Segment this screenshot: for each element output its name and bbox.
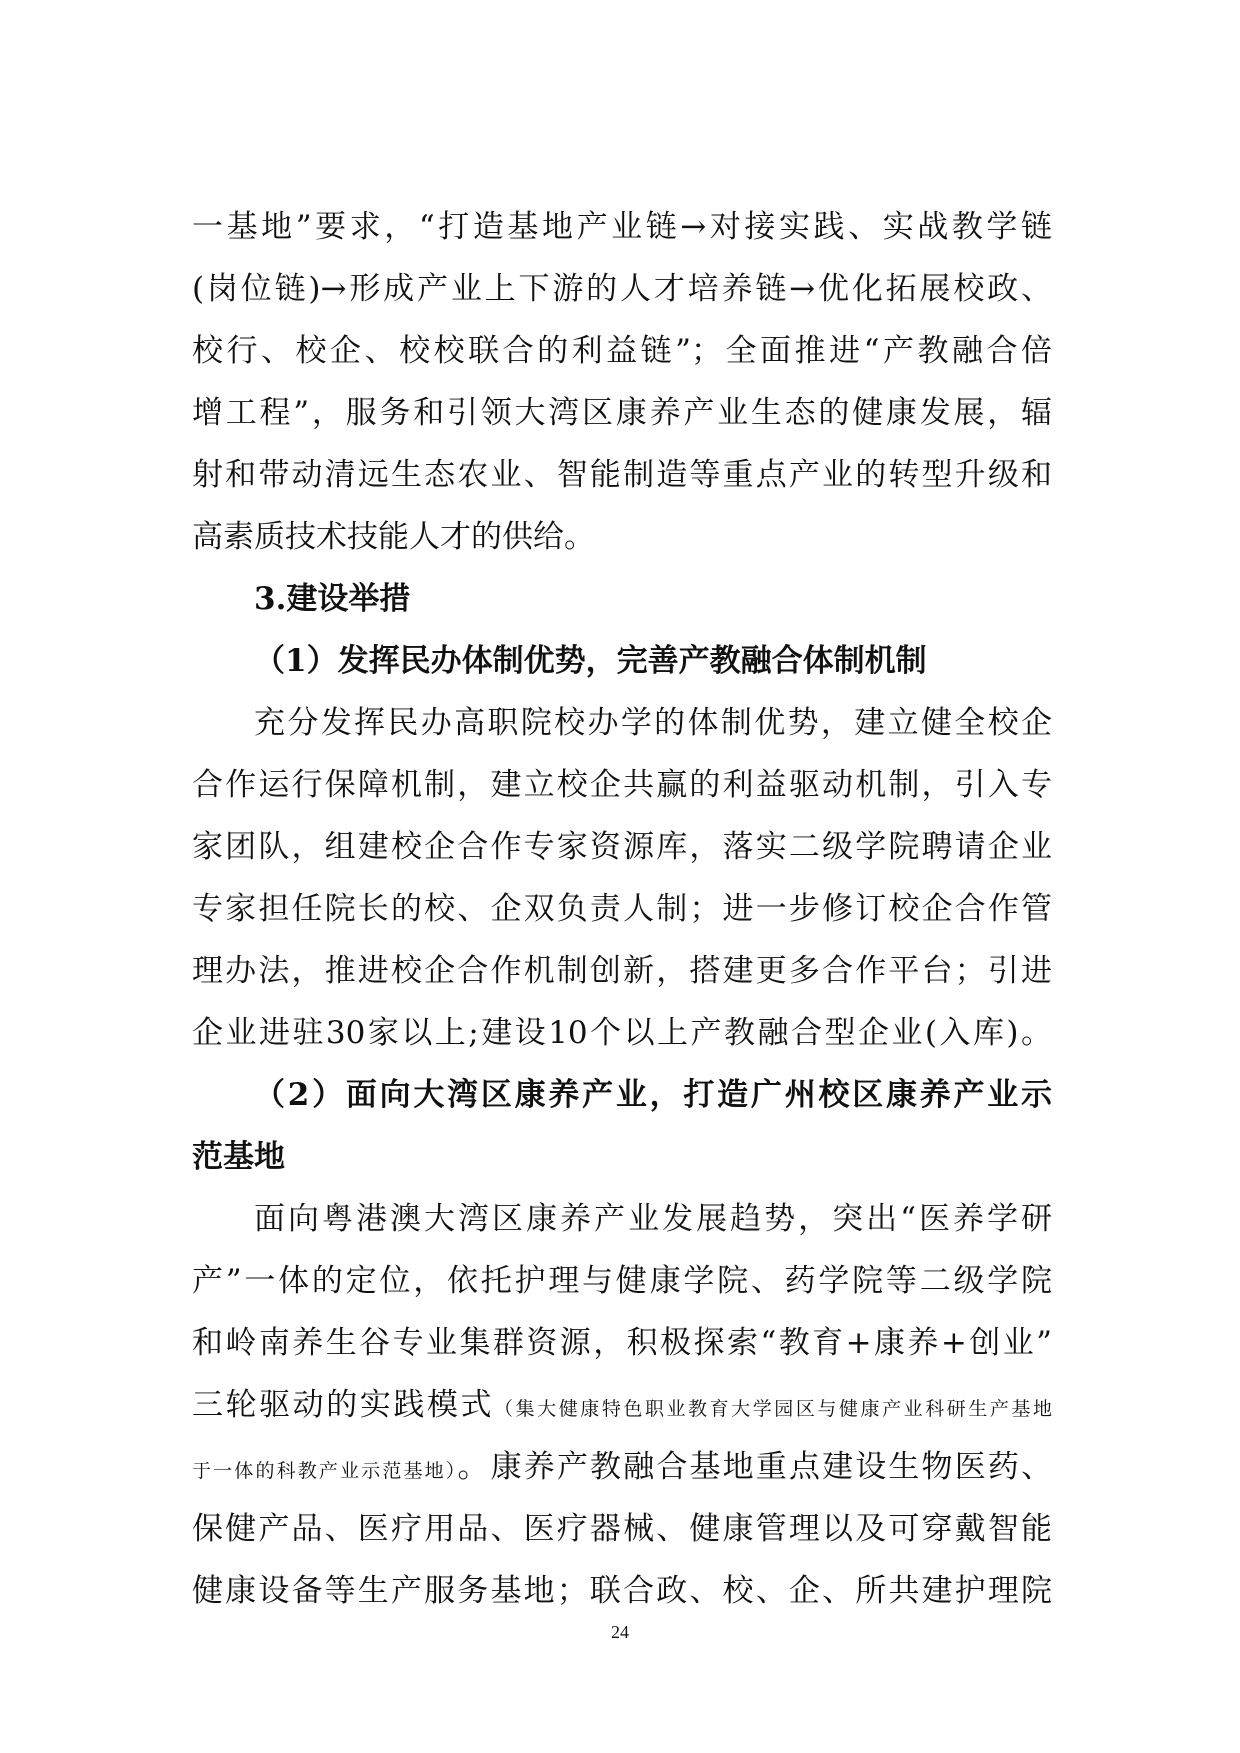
section-heading: 3.建设举措 (254, 581, 411, 617)
paragraph-line-with-note (192, 1436, 1052, 1498)
paragraph-line: 家团队，组建校企合作专家资源库，落实二级学院聘请企业 (192, 829, 1052, 865)
paragraph-line: (岗位链)→形成产业上下游的人才培养链→优化拓展校政、 (192, 271, 1052, 307)
paragraph-text: 三轮驱动的实践模式 (192, 1387, 495, 1423)
paragraph-line: 一基地”要求，“打造基地产业链→对接实践、实战教学链 (192, 209, 1052, 245)
paragraph-line: 射和带动清远生态农业、智能制造等重点产业的转型升级和 (192, 457, 1052, 493)
paragraph-line: 健康设备等生产服务基地；联合政、校、企、所共建护理院 (192, 1573, 1052, 1609)
paragraph-line: 产”一体的定位，依托护理与健康学院、药学院等二级学院 (192, 1263, 1052, 1299)
paragraph-line: 保健产品、医疗用品、医疗器械、健康管理以及可穿戴智能 (192, 1511, 1052, 1547)
paragraph-text: 。康养产教融合基地重点建设生物医药、 (457, 1449, 1052, 1485)
document-body (192, 196, 1052, 1622)
subsection-heading: （2）面向大湾区康养产业，打造广州校区康养产业示 (254, 1077, 1052, 1113)
paragraph-line: 充分发挥民办高职院校办学的体制优势，建立健全校企 (254, 705, 1052, 741)
paragraph-line: 校行、校企、校校联合的利益链”；全面推进“产教融合倍 (192, 333, 1052, 369)
inline-note: 于一体的科教产业示范基地） (192, 1460, 458, 1482)
paragraph-line: 面向粤港澳大湾区康养产业发展趋势，突出“医养学研 (254, 1201, 1052, 1237)
paragraph-line: 增工程”，服务和引领大湾区康养产业生态的健康发展，辐 (192, 395, 1052, 431)
paragraph-line: 和岭南养生谷专业集群资源，积极探索“教育+康养+创业” (192, 1325, 1052, 1361)
paragraph-line: 专家担任院长的校、企双负责人制；进一步修订校企合作管 (192, 891, 1052, 927)
page-number: 24 (611, 1622, 629, 1642)
paragraph-line: 企业进驻30家以上;建设10个以上产教融合型企业(入库)。 (192, 1015, 1052, 1051)
subsection-heading-continued: 范基地 (192, 1139, 285, 1175)
subsection-heading: （1）发挥民办体制优势，完善产教融合体制机制 (254, 643, 927, 679)
paragraph-line: 理办法，推进校企合作机制创新，搭建更多合作平台；引进 (192, 953, 1052, 989)
inline-note: （集大健康特色职业教育大学园区与健康产业科研生产基地 (494, 1398, 1052, 1420)
paragraph-line: 高素质技术技能人才的供给。 (192, 519, 595, 555)
paragraph-line-with-note (192, 1374, 1052, 1436)
paragraph-line: 合作运行保障机制，建立校企共赢的利益驱动机制，引入专 (192, 767, 1052, 803)
